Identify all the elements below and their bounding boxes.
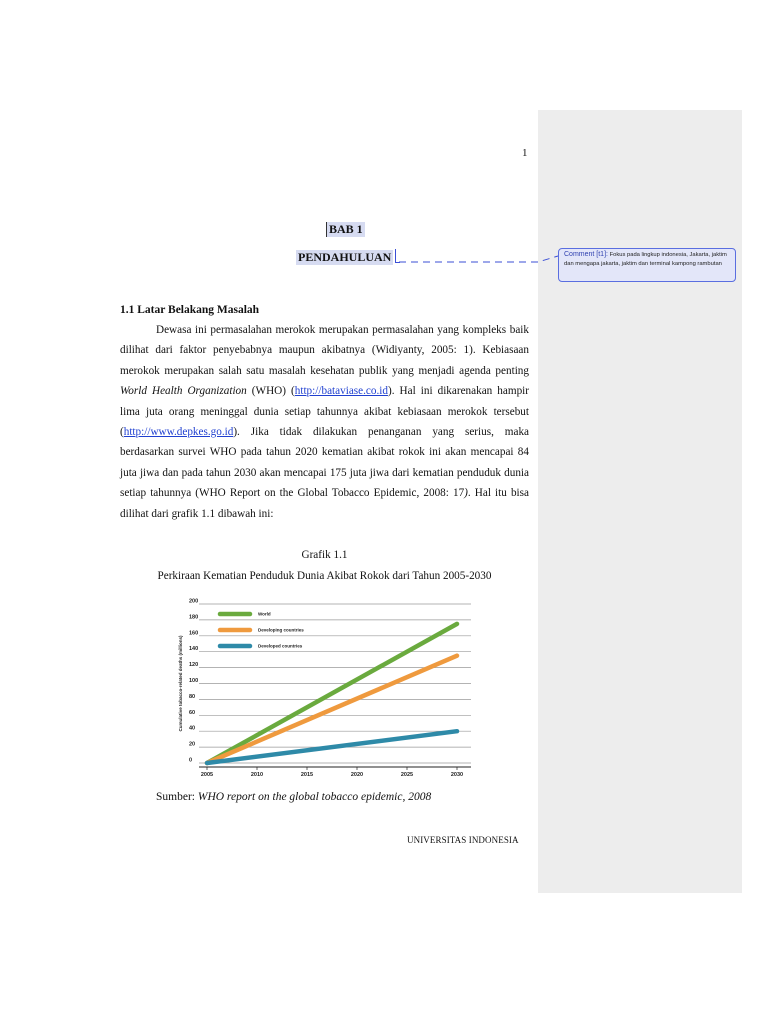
x-tick-label: 2020 <box>350 772 364 778</box>
y-tick-label: 0 <box>189 757 193 764</box>
y-tick-label: 80 <box>189 693 196 700</box>
y-tick-label: 160 <box>189 630 199 637</box>
legend-label: Developed countries <box>258 643 303 649</box>
legend-label: Developing countries <box>258 627 304 633</box>
x-tick-label: 2025 <box>400 772 414 778</box>
body-paragraph <box>120 320 529 524</box>
y-tick-label: 100 <box>189 678 199 684</box>
paragraph-text: (WHO) ( <box>246 385 295 398</box>
paragraph-text: Dewasa ini permasalahan merokok merupakan permasalahan yang kompleks baik dilihat dari faktor penyebabnya maupun akibatnya (Widiyanty, 2005: 1). Kebiasaan merokok merupakan salah satu masalah kesehatan publik yang menjadi agenda penting <box>120 324 529 377</box>
page-number: 1 <box>522 147 528 159</box>
chapter-label: BAB 1 <box>326 222 365 237</box>
x-tick-label: 2005 <box>200 772 214 778</box>
comment-tag: Comment [t1]: <box>564 251 608 258</box>
chart <box>174 594 478 782</box>
chart-svg <box>174 594 478 782</box>
comment-balloon[interactable] <box>558 248 736 282</box>
paragraph-text: ). Jika tidak dilakukan penanganan yang serius, maka berdasarkan survei WHO pada tahun 2020 kematian akibat rokok ini akan mencapai 84 juta jiwa dan pada tahun 2030 akan mencapai 175 juta jiwa dari kematian penduduk dunia setiap tahunnya (WHO Report on the Global Tobacco Epidemic, 2008: 17 <box>120 426 529 500</box>
figure-label: Grafik 1.1 <box>301 549 348 561</box>
x-tick-label: 2030 <box>450 772 464 778</box>
legend-label: World <box>258 611 271 617</box>
x-tick-label: 2010 <box>250 772 264 778</box>
y-tick-label: 140 <box>189 646 199 653</box>
paragraph-text: ). Hal ini dikarenakan hampir lima juta orang meninggal dunia setiap tahunnya akibat kebiasaan merokok tersebut ( <box>120 385 529 439</box>
paragraph-italic: World Health Organization <box>120 385 247 398</box>
x-tick-label: 2015 <box>300 772 314 778</box>
page-footer: UNIVERSITAS INDONESIA <box>407 835 519 845</box>
paragraph-italic: ) <box>464 487 468 500</box>
y-tick-label: 40 <box>189 725 196 732</box>
section-heading: 1.1 Latar Belakang Masalah <box>120 304 260 316</box>
y-tick-label: 20 <box>189 741 196 748</box>
figure-source <box>156 791 431 803</box>
paragraph-text: . Hal itu bisa dilihat dari grafik 1.1 dibawah ini: <box>120 487 529 520</box>
y-tick-label: 200 <box>189 598 199 605</box>
y-axis-label: Cumulative tobacco-related deaths (millions) <box>178 635 183 732</box>
link-depkes[interactable]: http://www.depkes.go.id <box>123 426 234 439</box>
link-bataviase[interactable]: http://bataviase.co.id <box>294 385 388 398</box>
source-prefix: Sumber: <box>156 791 198 803</box>
y-tick-label: 120 <box>189 662 199 669</box>
comment-text: Fokus pada lingkup indonesia, Jakarta, jaktim dan mengapa jakarta, jaktim dan terminal kampong rambutan <box>564 252 727 267</box>
source-title: WHO report on the global tobacco epidemic, 2008 <box>197 791 432 803</box>
chapter-title: PENDAHULUAN <box>298 250 392 264</box>
y-tick-label: 60 <box>189 709 196 716</box>
y-tick-label: 180 <box>189 614 199 621</box>
figure-title: Perkiraan Kematian Penduduk Dunia Akibat Rokok dari Tahun 2005-2030 <box>157 570 492 582</box>
